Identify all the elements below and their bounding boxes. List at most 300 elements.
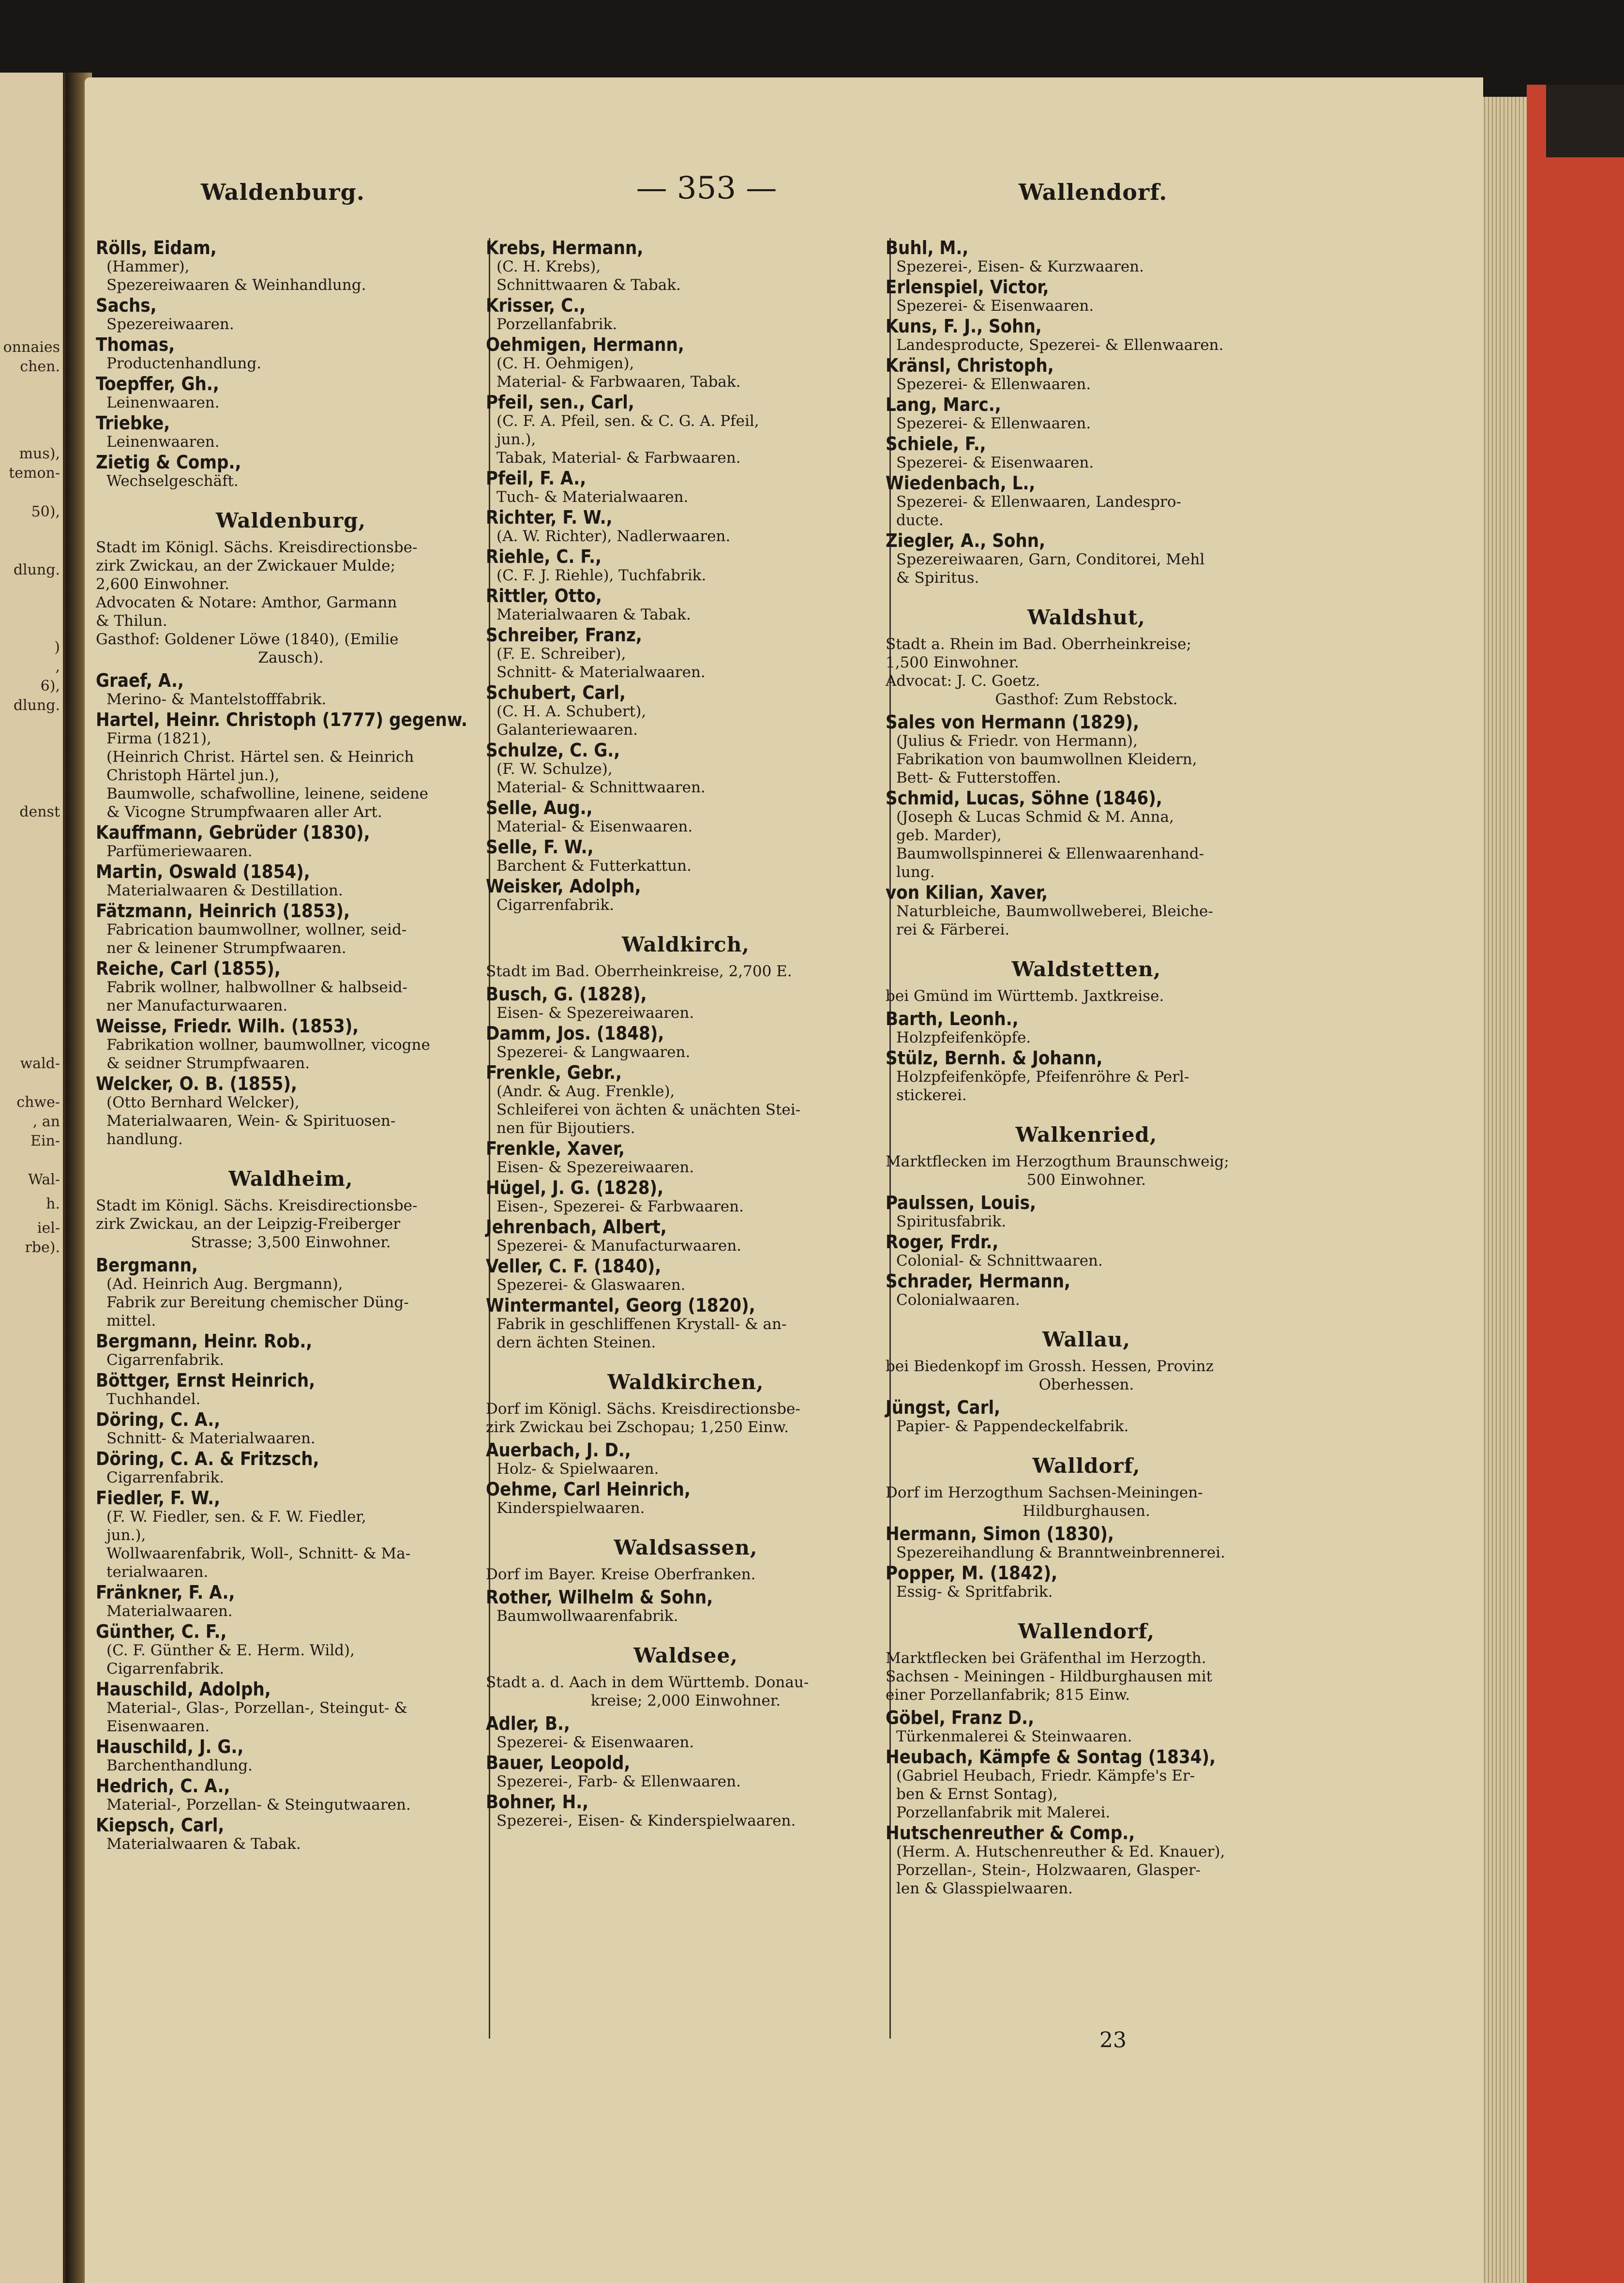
entry-name: Kuns, F. J., Sohn, (886, 316, 1042, 337)
directory-entry (886, 883, 1287, 939)
entry-name: Sachs, (96, 295, 157, 316)
entry-name: Adler, B., (486, 1713, 571, 1734)
entry-detail: ner & leinener Strumpfwaaren. (106, 939, 346, 957)
directory-entry (486, 393, 886, 467)
entry-detail: Colonialwaaren. (896, 1291, 1020, 1309)
directory-entry (96, 959, 486, 1015)
entry-name: Wiedenbach, L., (886, 472, 1036, 494)
entry-detail: nen für Bijoutiers. (496, 1119, 635, 1137)
previous-page-fragment: dlung. (13, 561, 60, 578)
entry-detail: Eisen- & Spezereiwaaren. (496, 1159, 694, 1176)
entry-detail: Eisen- & Spezereiwaaren. (496, 1004, 694, 1022)
town-description: zirk Zwickau, an der Leipzig-Freiberger (96, 1215, 401, 1233)
entry-name: Schreiber, Franz, (486, 624, 642, 646)
entry-detail: Spezerei- & Eisenwaaren. (496, 1734, 694, 1751)
entry-detail: geb. Marder), (896, 827, 1002, 844)
previous-page-fragment: denst (19, 803, 60, 820)
entry-name: Hauschild, J. G., (96, 1736, 244, 1757)
previous-page-fragment: rbe). (25, 1239, 60, 1256)
entry-name: Wintermantel, Georg (1820), (486, 1295, 755, 1316)
directory-entry (486, 837, 886, 875)
entry-detail: Baumwollwaarenfabrik. (496, 1607, 678, 1625)
entry-detail: (C. F. J. Riehle), Tuchfabrik. (496, 567, 707, 584)
entry-detail: Tuch- & Materialwaaren. (496, 488, 689, 506)
town-description: Gasthof: Goldener Löwe (1840), (Emilie (96, 631, 399, 648)
previous-page-fragment: 50), (31, 503, 60, 520)
entry-detail: Fabrication baumwollner, wollner, seid- (106, 921, 407, 938)
entry-detail: mittel. (106, 1312, 156, 1330)
directory-entry (486, 1217, 886, 1255)
column-right (886, 238, 1287, 1899)
entry-detail: dern ächten Steinen. (496, 1334, 656, 1351)
entry-name: Selle, Aug., (486, 797, 593, 818)
entry-name: Popper, M. (1842), (886, 1562, 1058, 1584)
entry-name: Frenkle, Xaver, (486, 1138, 625, 1159)
entry-detail: Eisenwaaren. (106, 1718, 210, 1735)
town-description: Zausch). (258, 649, 324, 666)
entry-detail: & Spiritus. (896, 569, 979, 587)
entry-detail: (Andr. & Aug. Frenkle), (496, 1083, 675, 1100)
town-description: Gasthof: Zum Rebstock. (995, 691, 1178, 708)
entry-detail: Cigarrenfabrik. (106, 1351, 225, 1369)
entry-name: Toepffer, Gh., (96, 373, 219, 394)
previous-page-fragment: Wal- (28, 1171, 60, 1188)
directory-entry (96, 862, 486, 900)
entry-detail: Türkenmalerei & Steinwaaren. (896, 1728, 1132, 1745)
entry-detail: (C. F. A. Pfeil, sen. & C. G. A. Pfeil, (496, 412, 759, 430)
town-description: Marktflecken im Herzogthum Braunschweig; (886, 1153, 1229, 1170)
entry-name: Hauschild, Adolph, (96, 1678, 271, 1700)
entry-detail: Spezerei- & Glaswaaren. (496, 1276, 686, 1294)
entry-detail: lung. (896, 863, 935, 881)
town-heading: Wallendorf, (1018, 1619, 1155, 1643)
entry-detail: (C. H. A. Schubert), (496, 703, 647, 720)
directory-entry (486, 798, 886, 836)
directory-entry (886, 356, 1287, 393)
entry-detail: Material- & Farbwaaren, Tabak. (496, 373, 741, 391)
entry-name: Bergmann, Heinr. Rob., (96, 1330, 313, 1352)
running-head-left: Waldenburg. (201, 179, 365, 205)
town-description: Dorf im Herzogthum Sachsen-Meiningen- (886, 1484, 1203, 1501)
previous-page-fragment: iel- (37, 1220, 60, 1237)
entry-name: Jüngst, Carl, (886, 1397, 1001, 1418)
directory-entry (486, 741, 886, 797)
entry-name: Kränsl, Christoph, (886, 355, 1054, 376)
town-heading: Waldheim, (228, 1167, 353, 1191)
town-heading: Wallau, (1042, 1328, 1130, 1351)
directory-entry (486, 877, 886, 914)
entry-name: Kauffmann, Gebrüder (1830), (96, 822, 370, 843)
town-description: zirk Zwickau bei Zschopau; 1,250 Einw. (486, 1419, 789, 1436)
entry-detail: Naturbleiche, Baumwollweberei, Bleiche- (896, 903, 1213, 920)
previous-page-fragment: Ein- (30, 1133, 60, 1149)
entry-detail: (Heinrich Christ. Härtel sen. & Heinrich (106, 748, 414, 766)
directory-entry (486, 1753, 886, 1791)
entry-name: Fiedler, F. W., (96, 1487, 221, 1509)
directory-entry (486, 1256, 886, 1294)
entry-detail: (F. W. Schulze), (496, 760, 613, 778)
directory-entry (886, 1563, 1287, 1601)
entry-detail: Firma (1821), (106, 730, 211, 747)
entry-name: Graef, A., (96, 670, 184, 691)
town-heading: Waldenburg, (215, 509, 366, 532)
previous-page-fragment: chwe- (16, 1094, 60, 1111)
entry-name: Heubach, Kämpfe & Sontag (1834), (886, 1746, 1216, 1768)
running-head-right: Wallendorf. (1019, 179, 1168, 205)
entry-detail: (C. H. Krebs), (496, 258, 601, 275)
directory-entry (486, 984, 886, 1022)
entry-detail: Spezereiwaaren. (106, 316, 234, 333)
entry-detail: Fabrikation wollner, baumwollner, vicogne (106, 1036, 430, 1054)
town-description: Stadt a. d. Aach in dem Württemb. Donau- (486, 1674, 809, 1691)
directory-entry (886, 238, 1287, 276)
town-heading: Walkenried, (1015, 1123, 1158, 1147)
entry-name: Rölls, Eidam, (96, 237, 217, 258)
town-description: Advocaten & Notare: Amthor, Garmann (96, 594, 397, 611)
entry-detail: Christoph Härtel jun.), (106, 767, 280, 784)
directory-entry (886, 788, 1287, 881)
directory-entry (486, 508, 886, 545)
town-description: kreise; 2,000 Einwohner. (590, 1692, 781, 1709)
entry-detail: Porzellanfabrik. (496, 316, 617, 333)
town-heading: Waldshut, (1027, 605, 1145, 629)
entry-name: Auerbach, J. D., (486, 1439, 631, 1461)
town-section (886, 1123, 1287, 1189)
entry-detail: Cigarrenfabrik. (496, 896, 615, 914)
entry-name: Oehmigen, Hermann, (486, 334, 684, 355)
entry-detail: Materialwaaren & Tabak. (496, 606, 691, 623)
entry-name: Pfeil, F. A., (486, 468, 586, 489)
book-cover-corner (1546, 85, 1624, 157)
entry-detail: Spezerei-, Eisen- & Kinderspielwaaren. (496, 1812, 796, 1829)
town-description: & Thilun. (96, 612, 167, 630)
entry-detail: Materialwaaren & Tabak. (106, 1835, 301, 1853)
entry-name: von Kilian, Xaver, (886, 882, 1048, 903)
entry-detail: len & Glasspielwaaren. (896, 1880, 1073, 1897)
entry-name: Göbel, Franz D., (886, 1707, 1035, 1728)
entry-name: Krisser, C., (486, 295, 586, 316)
entry-detail: (Julius & Friedr. von Hermann), (896, 732, 1138, 750)
entry-name: Bergmann, (96, 1255, 198, 1276)
previous-page-fragment: dlung. (13, 697, 60, 714)
entry-name: Jehrenbach, Albert, (486, 1216, 667, 1238)
town-section (886, 957, 1287, 1005)
signature-mark: 23 (1099, 2028, 1127, 2053)
directory-entry (486, 1714, 886, 1752)
entry-name: Kiepsch, Carl, (96, 1814, 225, 1836)
entry-detail: Material-, Porzellan- & Steingutwaaren. (106, 1796, 411, 1814)
directory-entry (886, 1747, 1287, 1822)
entry-detail: Fabrik zur Bereitung chemischer Düng- (106, 1294, 409, 1311)
town-section (486, 1536, 886, 1584)
town-description: Strasse; 3,500 Einwohner. (191, 1234, 391, 1251)
entry-name: Rother, Wilhelm & Sohn, (486, 1587, 713, 1608)
directory-entry (96, 1622, 486, 1678)
directory-entry (886, 712, 1287, 787)
entry-name: Bohner, H., (486, 1791, 589, 1813)
entry-detail: (Gabriel Heubach, Friedr. Kämpfe's Er- (896, 1767, 1195, 1784)
directory-entry (486, 547, 886, 585)
entry-detail: Galanteriewaaren. (496, 721, 638, 739)
entry-detail: stickerei. (896, 1087, 967, 1104)
entry-name: Martin, Oswald (1854), (96, 861, 310, 882)
town-description: Dorf im Bayer. Kreise Oberfranken. (486, 1566, 756, 1583)
town-description: Marktflecken bei Gräfenthal im Herzogth. (886, 1649, 1206, 1667)
previous-page-fragment: temon- (9, 465, 60, 482)
entry-name: Lang, Marc., (886, 394, 1001, 415)
entry-name: Bauer, Leopold, (486, 1752, 631, 1773)
entry-detail: Barchenthandlung. (106, 1757, 253, 1774)
town-section (886, 1454, 1287, 1520)
directory-entry (486, 1440, 886, 1478)
entry-detail: Eisen-, Spezerei- & Farbwaaren. (496, 1198, 744, 1215)
entry-detail: Material- & Eisenwaaren. (496, 818, 693, 835)
entry-detail: Bett- & Futterstoffen. (896, 769, 1061, 786)
entry-name: Stülz, Bernh. & Johann, (886, 1047, 1103, 1069)
entry-detail: Fabrik in geschliffenen Krystall- & an- (496, 1315, 787, 1333)
entry-detail: Papier- & Pappendeckelfabrik. (896, 1418, 1129, 1435)
previous-page-fragment: wald- (20, 1055, 60, 1072)
entry-name: Schmid, Lucas, Söhne (1846), (886, 787, 1162, 809)
entry-detail: Parfümeriewaaren. (106, 843, 253, 860)
town-description: Stadt im Bad. Oberrheinkreise, 2,700 E. (486, 963, 792, 980)
town-description: Advocat: J. C. Goetz. (886, 672, 1040, 690)
entry-detail: Spezerei-, Eisen- & Kurzwaaren. (896, 258, 1144, 275)
entry-detail: Spezerei- & Manufacturwaaren. (496, 1237, 742, 1255)
directory-entry (96, 374, 486, 412)
entry-detail: Spezerei- & Eisenwaaren. (896, 297, 1094, 315)
directory-entry (886, 1232, 1287, 1270)
directory-entry (886, 277, 1287, 315)
entry-detail: Wechselgeschäft. (106, 472, 239, 490)
directory-entry (486, 469, 886, 506)
town-description: Sachsen - Meiningen - Hildburghausen mit (886, 1668, 1213, 1685)
directory-entry (486, 1296, 886, 1352)
entry-detail: Fabrik wollner, halbwollner & halbseid- (106, 979, 407, 996)
directory-entry (486, 586, 886, 624)
directory-entry (486, 625, 886, 681)
town-section (96, 509, 486, 667)
entry-name: Döring, C. A. & Fritzsch, (96, 1448, 319, 1469)
directory-entry (96, 1255, 486, 1330)
entry-detail: (Herm. A. Hutschenreuther & Ed. Knauer), (896, 1843, 1225, 1860)
directory-entry (96, 1488, 486, 1581)
town-heading: Waldsassen, (614, 1536, 758, 1559)
previous-page-edge (0, 73, 66, 2283)
entry-detail: Leinenwaaren. (106, 433, 220, 451)
entry-name: Schiele, F., (886, 433, 986, 454)
town-description: Stadt im Königl. Sächs. Kreisdirectionsbe- (96, 1197, 418, 1214)
directory-entry (96, 901, 486, 957)
entry-name: Döring, C. A., (96, 1409, 221, 1430)
directory-entry (96, 453, 486, 490)
town-section (886, 1619, 1287, 1704)
entry-detail: Materialwaaren, Wein- & Spirituosen- (106, 1112, 396, 1130)
town-section (486, 1644, 886, 1710)
directory-entry (886, 1524, 1287, 1562)
previous-page-fragment: onnaies (3, 339, 60, 356)
entry-detail: Spezerei- & Ellenwaaren. (896, 415, 1091, 432)
town-description: Stadt im Königl. Sächs. Kreisdirectionsbe- (96, 539, 418, 556)
directory-entry (886, 317, 1287, 354)
entry-name: Reiche, Carl (1855), (96, 958, 281, 979)
entry-detail: Spezereiwaaren & Weinhandlung. (106, 276, 366, 294)
entry-name: Triebke, (96, 412, 170, 434)
town-section (486, 933, 886, 981)
entry-detail: ner Manufacturwaaren. (106, 997, 288, 1014)
entry-name: Selle, F. W., (486, 836, 594, 858)
entry-detail: Wollwaarenfabrik, Woll-, Schnitt- & Ma- (106, 1545, 411, 1562)
directory-entry (886, 1009, 1287, 1047)
entry-detail: Porzellanfabrik mit Malerei. (896, 1804, 1111, 1821)
entry-detail: Porzellan-, Stein-, Holzwaaren, Glasper- (896, 1861, 1201, 1879)
directory-entry (486, 238, 886, 294)
town-description: 2,600 Einwohner. (96, 575, 229, 593)
entry-name: Hutschenreuther & Comp., (886, 1822, 1135, 1844)
entry-name: Welcker, O. B. (1855), (96, 1073, 298, 1094)
previous-page-fragment: chen. (20, 358, 60, 375)
entry-detail: Spezerei- & Ellenwaaren, Landespro- (896, 493, 1181, 511)
directory-entry (96, 823, 486, 861)
town-heading: Walldorf, (1032, 1454, 1141, 1478)
entry-name: Böttger, Ernst Heinrich, (96, 1370, 316, 1391)
directory-entry (96, 1679, 486, 1736)
town-section (886, 1328, 1287, 1394)
directory-entry (886, 1271, 1287, 1309)
directory-entry (96, 238, 486, 294)
entry-detail: ben & Ernst Sontag), (896, 1785, 1058, 1803)
directory-entry (96, 1016, 486, 1073)
entry-detail: Spezerei-, Farb- & Ellenwaaren. (496, 1773, 741, 1790)
directory-entry (96, 710, 486, 821)
directory-entry (886, 1708, 1287, 1746)
directory-entry (486, 1792, 886, 1830)
directory-entry (886, 473, 1287, 529)
town-section (486, 1370, 886, 1436)
entry-name: Schrader, Hermann, (886, 1270, 1071, 1292)
town-description: Oberhessen. (1038, 1376, 1134, 1393)
town-heading: Waldstetten, (1011, 957, 1161, 981)
town-section (96, 1167, 486, 1252)
town-section (886, 605, 1287, 709)
entry-detail: Leinenwaaren. (106, 394, 220, 411)
entry-name: Sales von Hermann (1829), (886, 711, 1140, 733)
entry-detail: Spezereiwaaren, Garn, Conditorei, Mehl (896, 551, 1205, 568)
entry-detail: Materialwaaren & Destillation. (106, 882, 343, 899)
entry-detail: (Joseph & Lucas Schmid & M. Anna, (896, 808, 1174, 826)
town-heading: Waldsee, (633, 1644, 738, 1667)
directory-entry (96, 1410, 486, 1448)
entry-name: Veller, C. F. (1840), (486, 1255, 662, 1277)
book-cover-board (1527, 85, 1624, 2283)
entry-name: Krebs, Hermann, (486, 237, 644, 258)
directory-entry (886, 1048, 1287, 1104)
entry-name: Hartel, Heinr. Christoph (1777) gegenw. (96, 709, 467, 730)
entry-name: Frenkle, Gebr., (486, 1062, 622, 1083)
entry-detail: Material- & Schnittwaaren. (496, 779, 706, 796)
entry-detail: Baumwolle, schafwolline, leinene, seidene (106, 785, 429, 802)
entry-name: Richter, F. W., (486, 507, 613, 528)
directory-entry (886, 434, 1287, 472)
directory-entry (96, 1449, 486, 1487)
entry-detail: Merino- & Mantelstofffabrik. (106, 691, 327, 708)
entry-detail: (A. W. Richter), Nadlerwaaren. (496, 528, 731, 545)
entry-name: Buhl, M., (886, 237, 969, 258)
entry-detail: (Ad. Heinrich Aug. Bergmann), (106, 1275, 343, 1293)
entry-detail: Schnittwaaren & Tabak. (496, 276, 681, 294)
entry-detail: Tabak, Material- & Farbwaaren. (496, 449, 741, 467)
entry-detail: Schnitt- & Materialwaaren. (496, 664, 706, 681)
entry-name: Ziegler, A., Sohn, (886, 530, 1046, 551)
directory-entry (96, 1776, 486, 1814)
entry-detail: Holzpfeifenköpfe. (896, 1029, 1031, 1046)
entry-detail: (C. F. Günther & E. Herm. Wild), (106, 1642, 355, 1659)
town-description: zirk Zwickau, an der Zwickauer Mulde; (96, 557, 396, 575)
entry-name: Weisker, Adolph, (486, 876, 641, 897)
directory-entry (486, 296, 886, 333)
entry-name: Busch, G. (1828), (486, 983, 647, 1005)
directory-entry (886, 1823, 1287, 1898)
entry-name: Hermann, Simon (1830), (886, 1523, 1114, 1544)
directory-entry (886, 531, 1287, 587)
entry-detail: Spiritusfabrik. (896, 1213, 1007, 1230)
entry-detail: Schleiferei von ächten & unächten Stei- (496, 1101, 801, 1119)
entry-detail: Essig- & Spritfabrik. (896, 1583, 1053, 1601)
entry-detail: Materialwaaren. (106, 1603, 233, 1620)
entry-detail: Spezereihandlung & Branntweinbrennerei. (896, 1544, 1225, 1561)
town-description: Dorf im Königl. Sächs. Kreisdirectionsbe- (486, 1400, 800, 1418)
entry-detail: (Hammer), (106, 258, 190, 275)
directory-entry (486, 335, 886, 391)
entry-detail: (F. W. Fiedler, sen. & F. W. Fiedler, (106, 1508, 366, 1526)
directory-entry (486, 1024, 886, 1061)
town-description: 500 Einwohner. (1026, 1171, 1146, 1189)
town-description: bei Biedenkopf im Grossh. Hessen, Provinz (886, 1358, 1214, 1375)
entry-detail: (Otto Bernhard Welcker), (106, 1094, 300, 1111)
directory-entry (96, 1371, 486, 1408)
previous-page-fragment: 6), (40, 678, 60, 695)
entry-name: Riehle, C. F., (486, 546, 602, 567)
entry-detail: Spezerei- & Eisenwaaren. (896, 454, 1094, 471)
entry-detail: Landesproducte, Spezerei- & Ellenwaaren. (896, 336, 1224, 354)
entry-name: Fätzmann, Heinrich (1853), (96, 900, 350, 922)
directory-entry (96, 1737, 486, 1775)
entry-name: Schulze, C. G., (486, 740, 620, 761)
directory-entry (96, 1583, 486, 1620)
entry-detail: Barchent & Futterkattun. (496, 857, 692, 875)
entry-name: Hügel, J. G. (1828), (486, 1177, 664, 1198)
directory-entry (486, 1178, 886, 1216)
directory-entry (486, 1588, 886, 1625)
entry-detail: Spezerei- & Ellenwaaren. (896, 376, 1091, 393)
entry-name: Günther, C. F., (96, 1621, 227, 1642)
directory-entry (886, 1398, 1287, 1436)
directory-entry (486, 1139, 886, 1177)
entry-name: Paulssen, Louis, (886, 1192, 1036, 1213)
entry-detail: Cigarrenfabrik. (106, 1660, 225, 1678)
town-description: bei Gmünd im Württemb. Jaxtkreise. (886, 987, 1164, 1005)
directory-entry (486, 1063, 886, 1137)
entry-name: Damm, Jos. (1848), (486, 1023, 664, 1044)
entry-detail: (C. H. Oehmigen), (496, 355, 634, 372)
directory-entry (96, 413, 486, 451)
column-middle (486, 238, 886, 1831)
entry-name: Thomas, (96, 334, 175, 355)
town-description: Hildburghausen. (1023, 1502, 1150, 1520)
entry-detail: Baumwollspinnerei & Ellenwaarenhand- (896, 845, 1204, 862)
entry-name: Schubert, Carl, (486, 682, 626, 703)
entry-detail: rei & Färberei. (896, 921, 1010, 938)
